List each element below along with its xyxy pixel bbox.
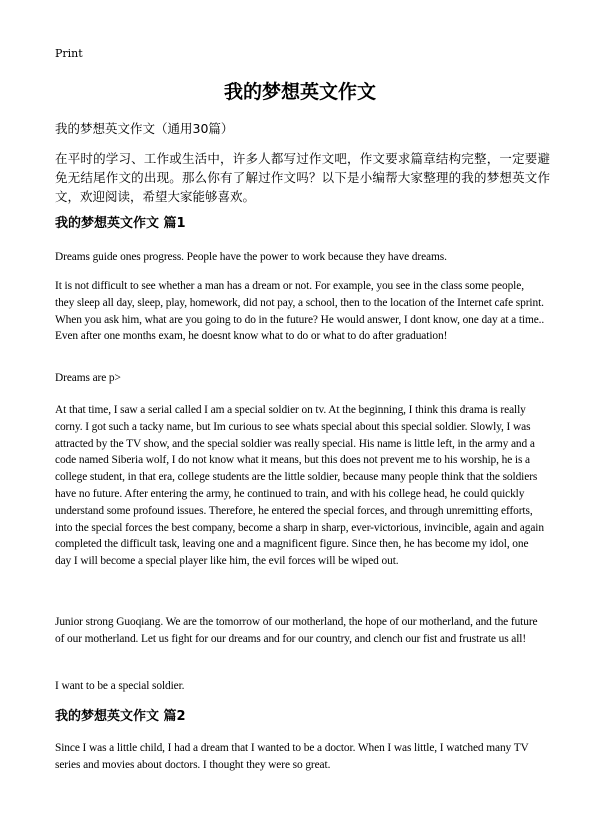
paragraph: It is not difficult to see whether a man has a dream or not. For example, you see in the class some people, they sleep all day, sleep, play, homework, did not pay, a school, then to the location of the Internet cafe sprint. When you ask him, what are you going to do in the future? He would answer, I dont know, one day at a time.. Even after one months exam, he doesnt know what to do or what to do after graduation! [55, 280, 545, 343]
document-subtitle: 我的梦想英文作文（通用30篇） [55, 121, 234, 136]
paragraph: Junior strong Guoqiang. We are the tomorrow of our motherland, the hope of our motherland, and the future of our motherland. Let us fight for our dreams and for our country, and clench our fist and frustrate us all! [55, 616, 538, 645]
intro-paragraph: 在平时的学习、工作或生活中，许多人都写过作文吧，作文要求篇章结构完整，一定要避免无结尾作文的出现。那么你有了解过作文吗？以下是小编帮大家整理的我的梦想英文作文，欢迎阅读，希望大家能够喜欢。 [55, 151, 550, 204]
section-heading-1: 我的梦想英文作文 篇1 [55, 216, 186, 231]
paragraph: Since I was a little child, I had a dream that I wanted to be a doctor. When I was little, I watched many TV series and movies about doctors. I thought they were so great. [55, 742, 529, 771]
paragraph: I want to be a special soldier. [55, 680, 185, 692]
paragraph: Dreams are p> [55, 372, 121, 384]
section-heading-2: 我的梦想英文作文 篇2 [55, 709, 186, 724]
paragraph: Dreams guide ones progress. People have the power to work because they have dreams. [55, 251, 447, 263]
print-link[interactable]: Print [55, 47, 83, 60]
paragraph: At that time, I saw a serial called I am a special soldier on tv. At the beginning, I think this drama is really corny. I got such a tacky name, but Im curious to see whats special about this special soldier. Slowly, I was attracted by the TV show, and the special soldier was really special. His name is little left, in the army and a code named Siberia wolf, I do not know what it means, but this does not prevent me to his worship, he is a college student, in that era, college students are the little soldier, because many people think that the soldiers have no future. After entering the army, he continued to train, and with his college head, he could quickly understand some profound issues. Therefore, he entered the special forces, and through unremitting efforts, into the special forces the best company, become a sharp in sharp, ever-victorious, invincible, again and again completed the difficult task, leaving one and a magnificent figure. Since then, he has become my idol, one day I will become a special player like him, the evil forces will be wiped out. [55, 404, 544, 568]
page-title: 我的梦想英文作文 [223, 81, 376, 103]
